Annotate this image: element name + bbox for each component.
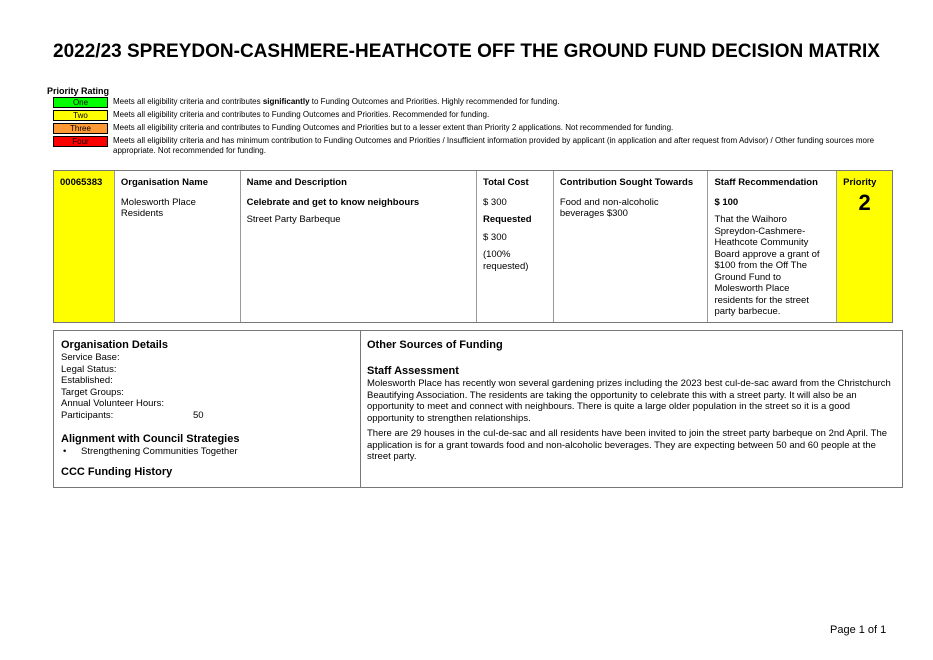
- priority-swatch-three: Three: [53, 123, 108, 134]
- assessment-panel: [361, 331, 902, 487]
- field-legal-status: [61, 364, 353, 376]
- staff-recommendation-amount: $ 100: [714, 196, 739, 208]
- alignment-item: [61, 446, 353, 458]
- priority-header: Priority: [843, 177, 877, 188]
- priority-legend: [53, 97, 893, 158]
- legend-text-two: Meets all eligibility criteria and contributes to Funding Outcomes and Priorities. Recommended for funding.: [113, 110, 490, 119]
- organisation-cell: [115, 171, 241, 322]
- staff-assessment-para-2: There are 29 houses in the cul-de-sac and all residents have been invited to join the street party barbeque on 2nd April. The application is for a grant towards food and non-alcoholic beverages. They are expecting between 50 and 60 people at the street party.: [367, 428, 888, 462]
- contribution-cell: [554, 171, 709, 322]
- priority-value: 2: [858, 189, 871, 215]
- legend-text-one: [113, 97, 893, 107]
- organisation-details-title: Organisation Details: [61, 339, 168, 351]
- application-table: [53, 170, 893, 323]
- page-title: 2022/23 SPREYDON-CASHMERE-HEATHCOTE OFF THE GROUND FUND DECISION MATRIX: [53, 41, 880, 62]
- field-label: Target Groups:: [61, 386, 124, 398]
- application-id: 00065383: [54, 171, 115, 322]
- priority-swatch-four: Four: [53, 136, 108, 147]
- project-description: Street Party Barbeque: [246, 214, 341, 225]
- staff-recommendation-text: That the Waihoro Spreydon-Cashmere-Heathcote Community Board approve a grant of $100 from the Off The Ground Fund to Molesworth Place residents for the street party barbecue.: [714, 214, 820, 317]
- legend-text-one-a: Meets all eligibility criteria and contributes: [113, 97, 263, 106]
- total-cost-header: Total Cost: [482, 177, 529, 188]
- legend-text-three: Meets all eligibility criteria and contributes to Funding Outcomes and Priorities but to a lesser extent than Priority 2 applications. Not recommended for funding.: [113, 123, 674, 132]
- legend-text-four: Meets all eligibility criteria and has minimum contribution to Funding Outcomes and Priorities / Insufficient information provided by applicant (in application and after request from Advisor) / Other funding sources more appropriate. Not recommended for funding.: [113, 136, 875, 155]
- field-label: Annual Volunteer Hours:: [61, 398, 164, 409]
- contribution-text: Food and non-alcoholic beverages $300: [559, 196, 659, 219]
- field-label: Legal Status:: [61, 363, 117, 375]
- total-cost-value: $ 300: [482, 196, 507, 208]
- other-sources-title: Other Sources of Funding: [367, 339, 503, 351]
- staff-recommendation-header: Staff Recommendation: [714, 177, 818, 188]
- legend-item-four: [53, 136, 893, 156]
- staff-recommendation-cell: [708, 171, 837, 322]
- field-target-groups: [61, 387, 353, 399]
- contribution-header: Contribution Sought Towards: [559, 177, 694, 188]
- field-participants: [61, 410, 353, 422]
- field-value: 50: [193, 409, 204, 421]
- legend-text-one-b: to Funding Outcomes and Priorities. Highly recommended for funding.: [309, 97, 560, 106]
- organisation-name: Molesworth Place Residents: [120, 196, 196, 219]
- field-service-base: [61, 352, 353, 364]
- legend-text-one-bold: significantly: [262, 97, 310, 106]
- organisation-header: Organisation Name: [120, 177, 208, 188]
- priority-swatch-two: Two: [53, 110, 108, 121]
- name-description-header: Name and Description: [246, 177, 347, 188]
- staff-assessment-title: Staff Assessment: [367, 365, 459, 377]
- staff-assessment-para-1: Molesworth Place has recently won several gardening prizes including the 2023 best cul-de-sac award from the Christchurch Beautifying Association. The residents are taking the opportunity to celebrate this with a street party. It will also be an opportunity to meet and connect with neighbours. There is quite a large older population in the street so it is a good opportunity to strengthen relationships.: [367, 378, 891, 424]
- priority-swatch-one: One: [53, 97, 108, 108]
- requested-label: Requested: [482, 214, 532, 225]
- requested-amount: $ 300: [482, 231, 507, 243]
- legend-item-three: [53, 123, 893, 134]
- alignment-item-text: Strengthening Communities Together: [81, 446, 238, 457]
- organisation-details-panel: [54, 331, 361, 487]
- field-label: Participants:: [61, 409, 114, 421]
- details-table: [53, 330, 903, 488]
- total-cost-cell: [477, 171, 554, 322]
- page-number: Page 1 of 1: [830, 624, 887, 636]
- priority-rating-heading: Priority Rating: [47, 86, 110, 96]
- project-title: Celebrate and get to know neighbours: [246, 196, 420, 208]
- priority-cell: [837, 171, 892, 322]
- alignment-title: Alignment with Council Strategies: [61, 433, 240, 445]
- field-established: [61, 375, 353, 387]
- legend-item-one: [53, 97, 893, 108]
- legend-item-two: [53, 110, 893, 121]
- field-label: Established:: [61, 375, 113, 386]
- field-label: Service Base:: [61, 352, 120, 363]
- name-description-cell: [241, 171, 477, 322]
- funding-history-title: CCC Funding History: [61, 465, 173, 478]
- field-volunteer-hours: [61, 398, 353, 410]
- bullet-icon: •: [63, 446, 67, 457]
- requested-percent: (100% requested): [482, 249, 529, 272]
